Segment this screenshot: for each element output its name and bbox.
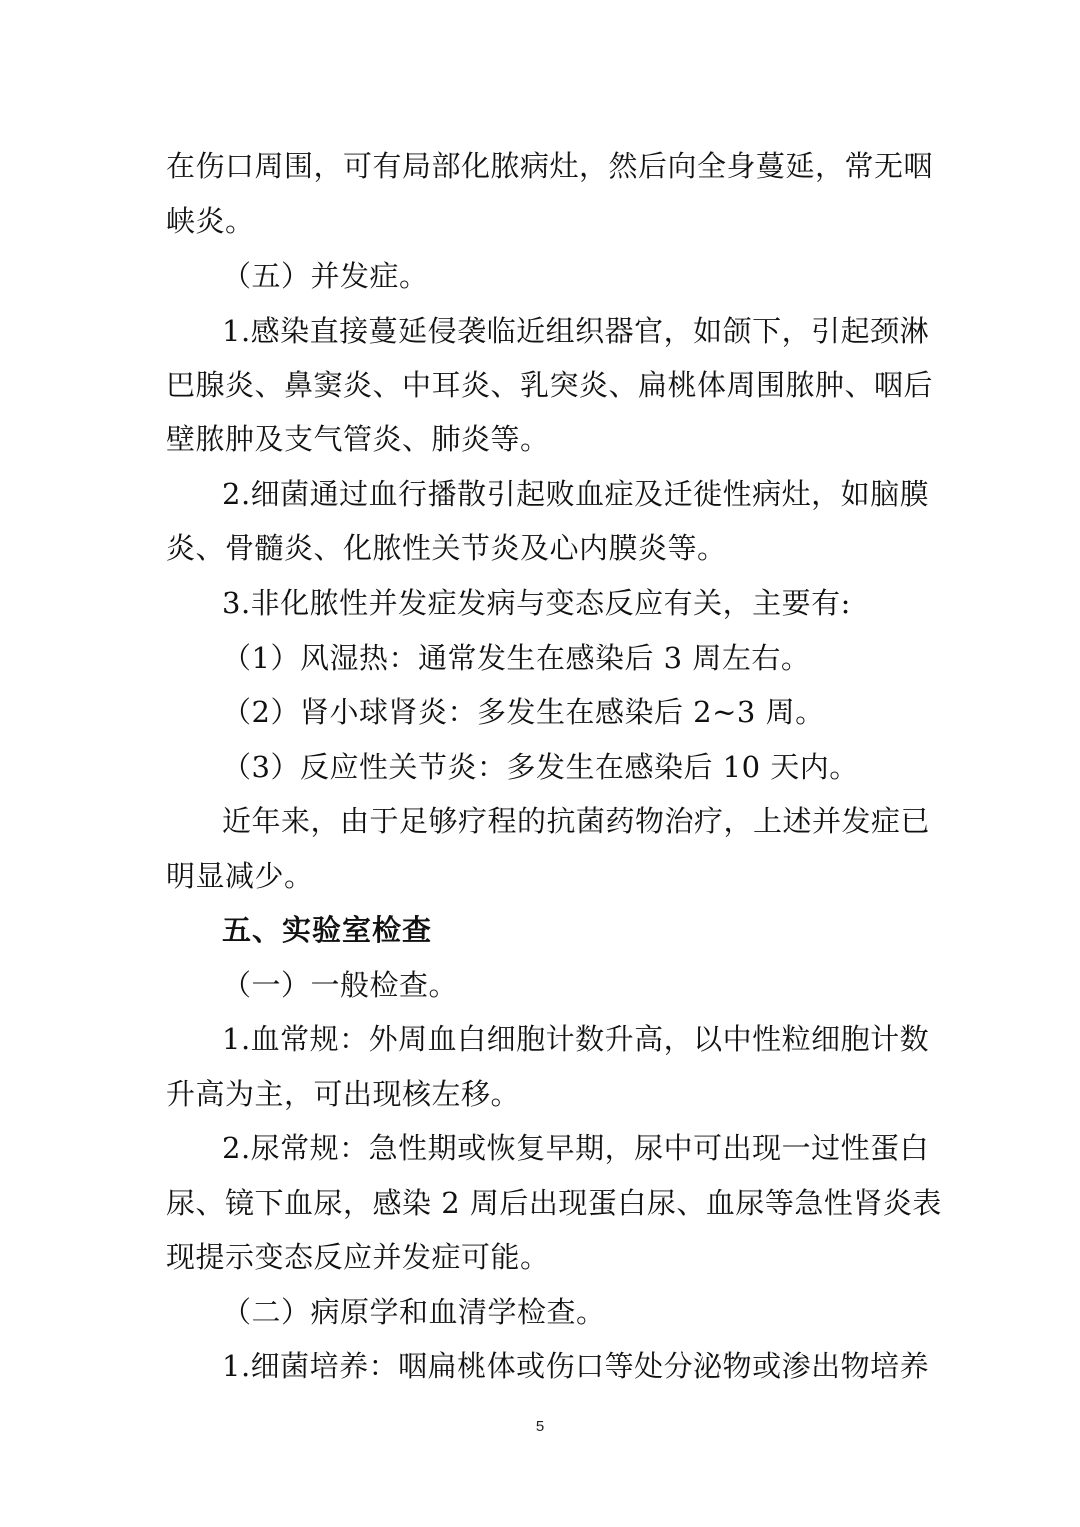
paragraph-line: 现提示变态反应并发症可能。 [166,1240,550,1274]
list-item: （3）反应性关节炎：多发生在感染后 10 天内。 [222,750,859,784]
section-subheading: （五）并发症。 [222,259,429,293]
list-item: （1）风湿热：通常发生在感染后 3 周左右。 [222,641,811,675]
paragraph-line: 升高为主，可出现核左移。 [166,1077,521,1111]
section-subheading: （二）病原学和血清学检查。 [222,1295,606,1329]
paragraph-line: 明显减少。 [166,859,314,893]
paragraph-line: 在伤口周围，可有局部化脓病灶，然后向全身蔓延，常无咽 [166,149,934,183]
list-item: （2）肾小球肾炎：多发生在感染后 2~3 周。 [222,695,825,729]
paragraph-line: 1.血常规：外周血白细胞计数升高，以中性粒细胞计数 [222,1022,930,1056]
paragraph-line: 1.细菌培养：咽扁桃体或伤口等处分泌物或渗出物培养 [222,1349,930,1383]
paragraph-line: 炎、骨髓炎、化脓性关节炎及心内膜炎等。 [166,531,727,565]
paragraph-line: 近年来，由于足够疗程的抗菌药物治疗，上述并发症已 [222,804,931,838]
section-subheading: （一）一般检查。 [222,968,459,1002]
paragraph-line: 2.尿常规：急性期或恢复早期，尿中可出现一过性蛋白 [222,1131,930,1165]
paragraph-line: 尿、镜下血尿，感染 2 周后出现蛋白尿、血尿等急性肾炎表 [166,1186,942,1220]
paragraph-line: 1.感染直接蔓延侵袭临近组织器官，如颌下，引起颈淋 [222,314,930,348]
paragraph-line: 2.细菌通过血行播散引起败血症及迁徙性病灶，如脑膜 [222,477,930,511]
section-heading: 五、实验室检查 [222,913,433,947]
page-number: 5 [535,1418,545,1435]
paragraph-line: 峡炎。 [166,204,255,238]
paragraph-line: 3.非化脓性并发症发病与变态反应有关，主要有: [222,586,851,620]
paragraph-line: 巴腺炎、鼻窦炎、中耳炎、乳突炎、扁桃体周围脓肿、咽后 [166,368,934,402]
paragraph-line: 壁脓肿及支气管炎、肺炎等。 [166,422,550,456]
